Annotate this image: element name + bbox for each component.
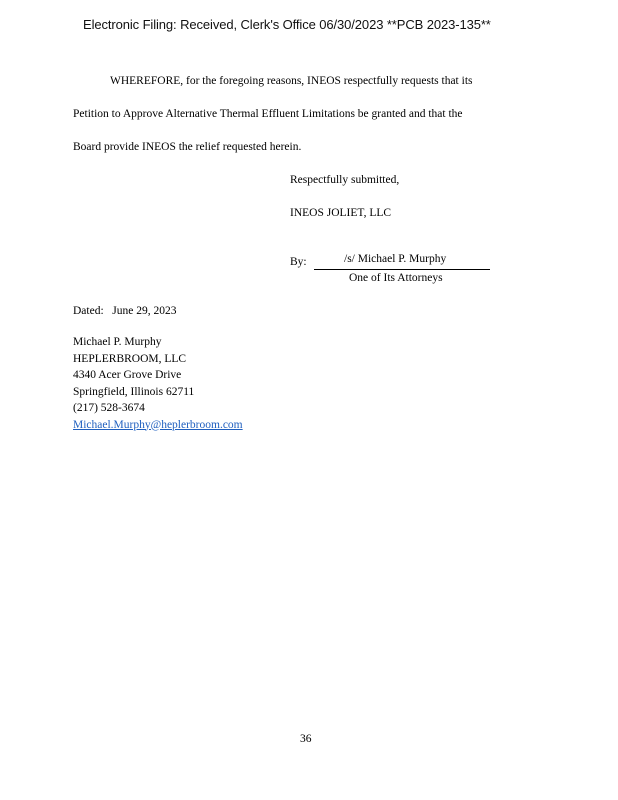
dated-line — [73, 304, 177, 318]
attorney-email-link[interactable]: Michael.Murphy@heplerbroom.com — [73, 418, 243, 431]
signature-name: /s/ Michael P. Murphy — [344, 253, 447, 265]
body-text-line-2: Petition to Approve Alternative Thermal Effluent Limitations be granted and that the — [73, 108, 463, 120]
body-text-line-3: Board provide INEOS the relief requested herein. — [73, 141, 302, 153]
attorney-city: Springfield, Illinois 62711 — [73, 385, 195, 398]
dated-value: June 29, 2023 — [112, 305, 177, 317]
attorney-name: Michael P. Murphy — [73, 336, 162, 348]
dated-label: Dated: — [73, 305, 104, 317]
closing-text: Respectfully submitted, — [290, 174, 400, 186]
by-label: By: — [290, 256, 307, 268]
body-text-line-1: WHEREFORE, for the foregoing reasons, INEOS respectfully requests that its — [110, 75, 473, 87]
attorney-phone: (217) 528-3674 — [73, 402, 145, 414]
signature-role: One of Its Attorneys — [349, 272, 443, 284]
attorney-street: 4340 Acer Grove Drive — [73, 369, 182, 381]
company-name: INEOS JOLIET, LLC — [290, 207, 392, 219]
filing-stamp-header: Electronic Filing: Received, Clerk's Office 06/30/2023 **PCB 2023-135** — [83, 17, 491, 32]
attorney-firm: HEPLERBROOM, LLC — [73, 352, 187, 365]
page-number: 36 — [300, 733, 312, 745]
attorney-contact-block — [73, 334, 257, 433]
